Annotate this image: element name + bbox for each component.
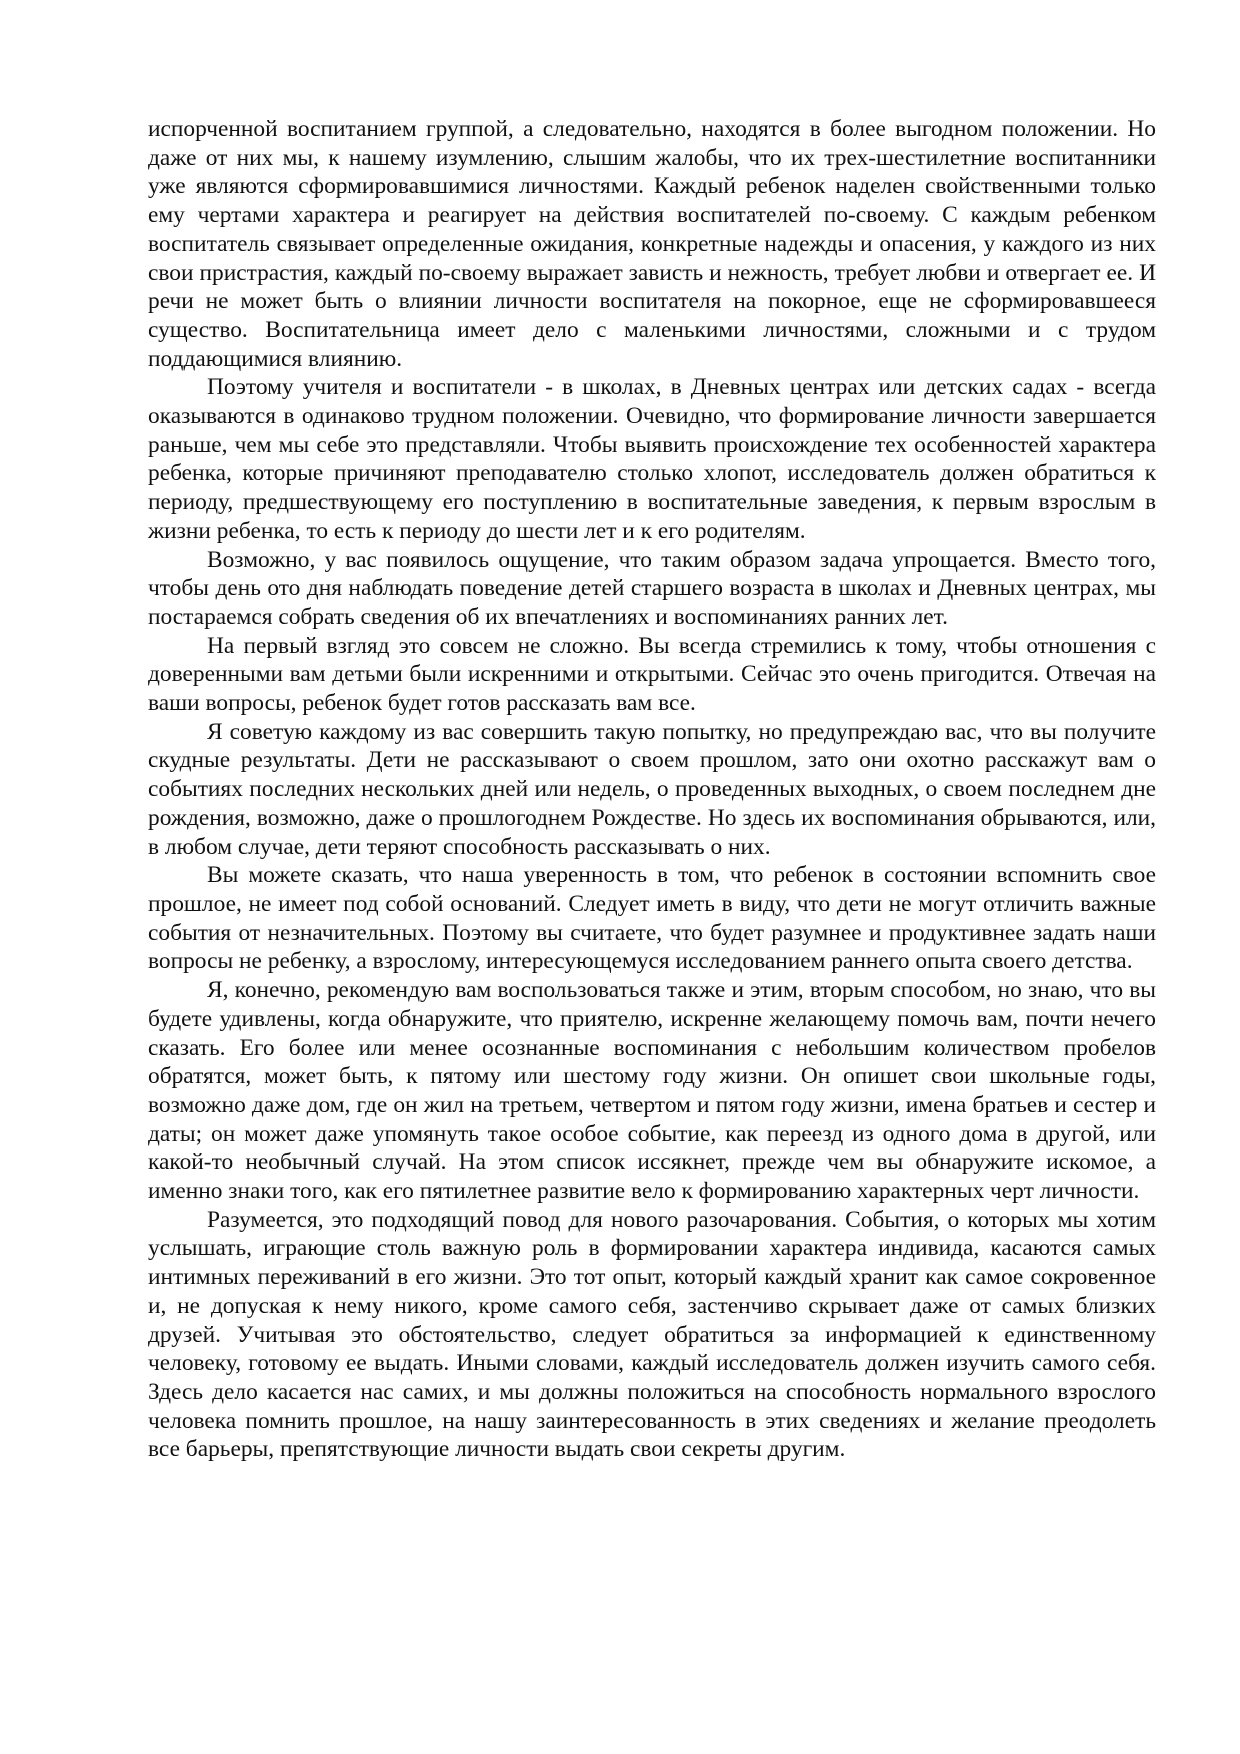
paragraph-4: На первый взгляд это совсем не сложно. Вы всегда стремились к тому, чтобы отношения с доверенными вам детьми были искренними и открытыми. Сейчас это очень пригодится. Отвечая на ваши вопросы, ребенок будет готов рассказать вам все. — [148, 632, 1156, 717]
paragraph-1: испорченной воспитанием группой, а следовательно, находятся в более выгодном положении. Но даже от них мы, к нашему изумлению, слышим жалобы, что их трех-шестилетние воспитанники уже являются сформировавшимися личностями. Каждый ребенок наделен свойственными только ему чертами характера и реагирует на действия воспитателей по-своему. С каждым ребенком воспитатель связывает определенные ожидания, конкретные надежды и опасения, у каждого из них свои пристрастия, каждый по-своему выражает зависть и нежность, требует любви и отвергает ее. И речи не может быть о влиянии личности воспитателя на покорное, еще не сформировавшееся существо. Воспитательница имеет дело с маленькими личностями, сложными и с трудом поддающимися влиянию. — [148, 116, 1156, 372]
paragraph-5: Я советую каждому из вас совершить такую попытку, но предупреждаю вас, что вы получите скудные результаты. Дети не рассказывают о своем прошлом, зато они охотно расскажут вам о событиях последних нескольких дней или недель, о проведенных выходных, о своем последнем дне рождения, возможно, даже о прошлогоднем Рождестве. Но здесь их воспоминания обрываются, или, в любом случае, дети теряют способность рассказывать о них. — [148, 718, 1156, 860]
paragraph-6: Вы можете сказать, что наша уверенность в том, что ребенок в состоянии вспомнить свое прошлое, не имеет под собой оснований. Следует иметь в виду, что дети не могут отличить важные события от незначительных. Поэтому вы считаете, что будет разумнее и продуктивнее задать наши вопросы не ребенку, а взрослому, интересующемуся исследованием раннего опыта своего детства. — [148, 862, 1156, 975]
paragraph-8: Разумеется, это подходящий повод для нового разочарования. События, о которых мы хотим услышать, играющие столь важную роль в формировании характера индивида, касаются самых интимных переживаний в его жизни. Это тот опыт, который каждый хранит как самое сокровенное и, не допуская к нему никого, кроме самого себя, застенчиво скрывает даже от самых близких друзей. Учитывая это обстоятельство, следует обратиться за информацией к единственному человеку, готовому ее выдать. Иными словами, каждый исследователь должен изучить самого себя. Здесь дело касается нас самих, и мы должны положиться на способность нормального взрослого человека помнить прошлое, на нашу заинтересованность в этих сведениях и желание преодолеть все барьеры, препятствующие личности выдать свои секреты другим. — [148, 1206, 1156, 1463]
document-page — [148, 115, 1156, 1464]
paragraph-2: Поэтому учителя и воспитатели - в школах, в Дневных центрах или детских садах - всегда оказываются в одинаково трудном положении. Очевидно, что формирование личности завершается раньше, чем мы себе это представляли. Чтобы выявить происхождение тех особенностей характера ребенка, которые причиняют преподавателю столько хлопот, исследователь должен обратиться к периоду, предшествующему его поступлению в воспитательные заведения, к первым взрослым в жизни ребенка, то есть к периоду до шести лет и к его родителям. — [148, 374, 1156, 544]
paragraph-7: Я, конечно, рекомендую вам воспользоваться также и этим, вторым способом, но знаю, что вы будете удивлены, когда обнаружите, что приятелю, искренне желающему помочь вам, почти нечего сказать. Его более или менее осознанные воспоминания с небольшим количеством пробелов обратятся, может быть, к пятому или шестому году жизни. Он опишет свои школьные годы, возможно даже дом, где он жил на третьем, четвертом и пятом году жизни, имена братьев и сестер и даты; он может даже упомянуть такое особое событие, как переезд из одного дома в другой, или какой-то необычный случай. На этом список иссякнет, прежде чем вы обнаружите искомое, а именно знаки того, как его пятилетнее развитие вело к формированию характерных черт личности. — [148, 977, 1156, 1205]
paragraph-3: Возможно, у вас появилось ощущение, что таким образом задача упрощается. Вместо того, чтобы день ото дня наблюдать поведение детей старшего возраста в школах и Дневных центрах, мы постараемся собрать сведения об их впечатлениях и воспоминаниях ранних лет. — [148, 546, 1156, 630]
